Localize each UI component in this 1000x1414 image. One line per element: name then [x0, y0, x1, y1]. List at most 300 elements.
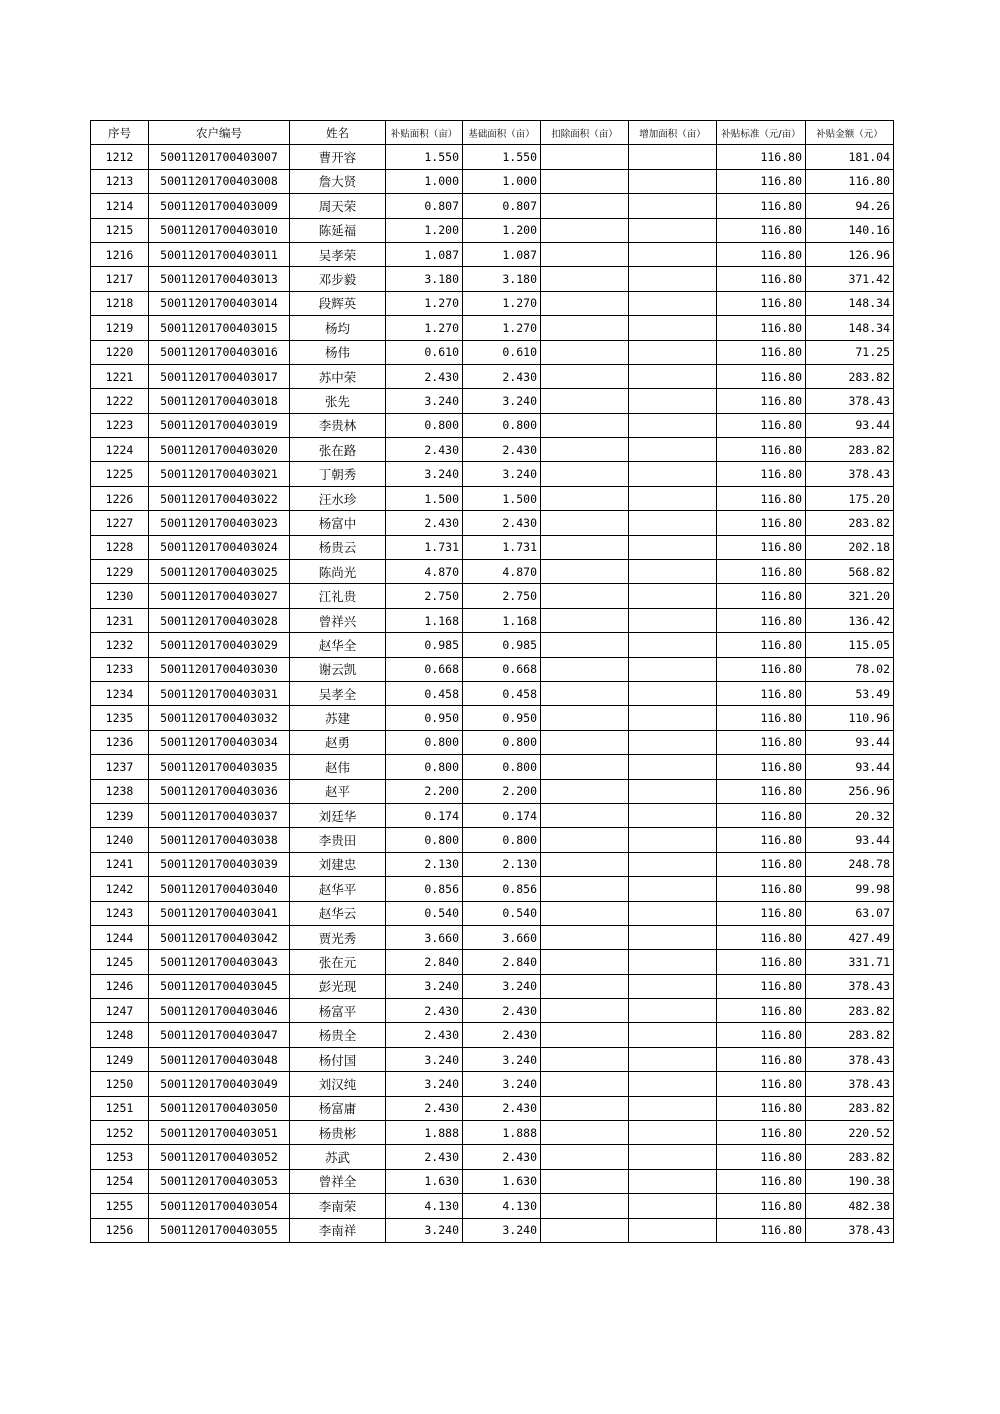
table-row — [91, 486, 894, 510]
cell-subsidy-amount: 116.80 — [806, 169, 894, 193]
table-row — [91, 413, 894, 437]
cell-base-area: 1.888 — [463, 1121, 541, 1145]
cell-deducted-area — [541, 1096, 629, 1120]
cell-deducted-area — [541, 584, 629, 608]
cell-subsidy-amount: 378.43 — [806, 1047, 894, 1071]
cell-name: 苏建 — [290, 706, 386, 730]
header-base-area: 基础面积（亩） — [463, 121, 541, 145]
cell-deducted-area — [541, 560, 629, 584]
cell-name: 曹开容 — [290, 145, 386, 169]
cell-subsidy-rate: 116.80 — [717, 1218, 806, 1242]
cell-serial: 1212 — [91, 145, 149, 169]
cell-subsidy-rate: 116.80 — [717, 1072, 806, 1096]
cell-subsidy-area: 2.750 — [386, 584, 463, 608]
cell-added-area — [629, 633, 717, 657]
cell-subsidy-area: 2.430 — [386, 1145, 463, 1169]
cell-farmer-id: 50011201700403010 — [149, 218, 290, 242]
cell-subsidy-rate: 116.80 — [717, 584, 806, 608]
cell-subsidy-area: 1.630 — [386, 1169, 463, 1193]
cell-added-area — [629, 169, 717, 193]
cell-subsidy-area: 0.800 — [386, 730, 463, 754]
subsidy-table — [90, 120, 894, 1243]
cell-name: 李贵田 — [290, 828, 386, 852]
cell-name: 刘汉纯 — [290, 1072, 386, 1096]
cell-name: 杨富庸 — [290, 1096, 386, 1120]
cell-farmer-id: 50011201700403019 — [149, 413, 290, 437]
cell-added-area — [629, 364, 717, 388]
cell-serial: 1223 — [91, 413, 149, 437]
cell-base-area: 0.856 — [463, 877, 541, 901]
cell-subsidy-amount: 321.20 — [806, 584, 894, 608]
cell-added-area — [629, 1121, 717, 1145]
cell-serial: 1250 — [91, 1072, 149, 1096]
cell-name: 赵华云 — [290, 901, 386, 925]
cell-deducted-area — [541, 999, 629, 1023]
cell-added-area — [629, 145, 717, 169]
cell-base-area: 2.840 — [463, 950, 541, 974]
cell-added-area — [629, 535, 717, 559]
table-row — [91, 364, 894, 388]
table-row — [91, 242, 894, 266]
cell-farmer-id: 50011201700403028 — [149, 608, 290, 632]
cell-subsidy-amount: 482.38 — [806, 1194, 894, 1218]
cell-serial: 1216 — [91, 242, 149, 266]
cell-subsidy-area: 0.800 — [386, 413, 463, 437]
cell-name: 赵伟 — [290, 755, 386, 779]
cell-subsidy-amount: 93.44 — [806, 730, 894, 754]
cell-farmer-id: 50011201700403036 — [149, 779, 290, 803]
cell-farmer-id: 50011201700403048 — [149, 1047, 290, 1071]
table-row — [91, 1145, 894, 1169]
cell-subsidy-amount: 283.82 — [806, 1023, 894, 1047]
cell-base-area: 0.800 — [463, 755, 541, 779]
cell-subsidy-amount: 248.78 — [806, 852, 894, 876]
cell-serial: 1215 — [91, 218, 149, 242]
table-row — [91, 1023, 894, 1047]
cell-farmer-id: 50011201700403011 — [149, 242, 290, 266]
cell-subsidy-rate: 116.80 — [717, 999, 806, 1023]
cell-deducted-area — [541, 486, 629, 510]
cell-deducted-area — [541, 901, 629, 925]
cell-deducted-area — [541, 950, 629, 974]
table-row — [91, 681, 894, 705]
cell-farmer-id: 50011201700403034 — [149, 730, 290, 754]
cell-serial: 1235 — [91, 706, 149, 730]
cell-subsidy-area: 3.240 — [386, 389, 463, 413]
cell-farmer-id: 50011201700403016 — [149, 340, 290, 364]
cell-subsidy-amount: 378.43 — [806, 974, 894, 998]
cell-subsidy-rate: 116.80 — [717, 925, 806, 949]
cell-subsidy-area: 2.430 — [386, 1096, 463, 1120]
cell-added-area — [629, 925, 717, 949]
cell-subsidy-area: 2.430 — [386, 511, 463, 535]
table-row — [91, 1047, 894, 1071]
cell-name: 段辉英 — [290, 291, 386, 315]
cell-subsidy-rate: 116.80 — [717, 486, 806, 510]
cell-farmer-id: 50011201700403038 — [149, 828, 290, 852]
cell-added-area — [629, 242, 717, 266]
cell-subsidy-area: 2.430 — [386, 999, 463, 1023]
cell-subsidy-amount: 181.04 — [806, 145, 894, 169]
cell-deducted-area — [541, 194, 629, 218]
cell-farmer-id: 50011201700403029 — [149, 633, 290, 657]
cell-farmer-id: 50011201700403008 — [149, 169, 290, 193]
cell-added-area — [629, 681, 717, 705]
cell-deducted-area — [541, 779, 629, 803]
cell-serial: 1244 — [91, 925, 149, 949]
cell-subsidy-amount: 175.20 — [806, 486, 894, 510]
cell-base-area: 2.430 — [463, 1145, 541, 1169]
cell-farmer-id: 50011201700403024 — [149, 535, 290, 559]
cell-farmer-id: 50011201700403053 — [149, 1169, 290, 1193]
cell-subsidy-area: 2.430 — [386, 364, 463, 388]
cell-farmer-id: 50011201700403032 — [149, 706, 290, 730]
cell-subsidy-amount: 378.43 — [806, 389, 894, 413]
cell-added-area — [629, 901, 717, 925]
header-serial: 序号 — [91, 121, 149, 145]
cell-subsidy-area: 2.430 — [386, 438, 463, 462]
table-row — [91, 584, 894, 608]
cell-base-area: 1.200 — [463, 218, 541, 242]
cell-base-area: 1.731 — [463, 535, 541, 559]
cell-name: 丁朝秀 — [290, 462, 386, 486]
cell-name: 陈延福 — [290, 218, 386, 242]
table-row — [91, 462, 894, 486]
cell-deducted-area — [541, 974, 629, 998]
cell-deducted-area — [541, 389, 629, 413]
cell-farmer-id: 50011201700403020 — [149, 438, 290, 462]
cell-subsidy-amount: 568.82 — [806, 560, 894, 584]
cell-serial: 1247 — [91, 999, 149, 1023]
cell-base-area: 3.240 — [463, 974, 541, 998]
cell-serial: 1237 — [91, 755, 149, 779]
header-deducted-area: 扣除面积（亩） — [541, 121, 629, 145]
cell-subsidy-amount: 99.98 — [806, 877, 894, 901]
cell-deducted-area — [541, 535, 629, 559]
cell-deducted-area — [541, 1145, 629, 1169]
cell-subsidy-area: 3.240 — [386, 974, 463, 998]
cell-subsidy-amount: 283.82 — [806, 511, 894, 535]
cell-subsidy-rate: 116.80 — [717, 1169, 806, 1193]
cell-base-area: 3.660 — [463, 925, 541, 949]
cell-farmer-id: 50011201700403018 — [149, 389, 290, 413]
cell-name: 吴孝荣 — [290, 242, 386, 266]
cell-name: 苏中荣 — [290, 364, 386, 388]
cell-deducted-area — [541, 364, 629, 388]
table-row — [91, 218, 894, 242]
cell-serial: 1214 — [91, 194, 149, 218]
table-row — [91, 657, 894, 681]
cell-added-area — [629, 194, 717, 218]
cell-deducted-area — [541, 852, 629, 876]
cell-farmer-id: 50011201700403055 — [149, 1218, 290, 1242]
cell-serial: 1253 — [91, 1145, 149, 1169]
cell-serial: 1252 — [91, 1121, 149, 1145]
cell-subsidy-amount: 378.43 — [806, 1072, 894, 1096]
cell-name: 杨贵云 — [290, 535, 386, 559]
cell-name: 赵平 — [290, 779, 386, 803]
cell-subsidy-amount: 94.26 — [806, 194, 894, 218]
cell-added-area — [629, 1194, 717, 1218]
cell-added-area — [629, 438, 717, 462]
cell-added-area — [629, 267, 717, 291]
cell-subsidy-rate: 116.80 — [717, 657, 806, 681]
cell-base-area: 3.180 — [463, 267, 541, 291]
cell-serial: 1228 — [91, 535, 149, 559]
cell-serial: 1248 — [91, 1023, 149, 1047]
cell-subsidy-area: 0.458 — [386, 681, 463, 705]
cell-subsidy-rate: 116.80 — [717, 340, 806, 364]
cell-subsidy-rate: 116.80 — [717, 438, 806, 462]
cell-serial: 1240 — [91, 828, 149, 852]
cell-subsidy-amount: 283.82 — [806, 1096, 894, 1120]
cell-base-area: 1.500 — [463, 486, 541, 510]
table-row — [91, 340, 894, 364]
table-row — [91, 779, 894, 803]
cell-subsidy-amount: 190.38 — [806, 1169, 894, 1193]
cell-base-area: 2.750 — [463, 584, 541, 608]
cell-added-area — [629, 1072, 717, 1096]
cell-deducted-area — [541, 877, 629, 901]
cell-farmer-id: 50011201700403039 — [149, 852, 290, 876]
cell-subsidy-rate: 116.80 — [717, 218, 806, 242]
cell-serial: 1229 — [91, 560, 149, 584]
cell-deducted-area — [541, 242, 629, 266]
cell-name: 张在元 — [290, 950, 386, 974]
cell-serial: 1249 — [91, 1047, 149, 1071]
cell-subsidy-area: 3.240 — [386, 1218, 463, 1242]
cell-subsidy-rate: 116.80 — [717, 1096, 806, 1120]
cell-subsidy-rate: 116.80 — [717, 316, 806, 340]
cell-serial: 1236 — [91, 730, 149, 754]
cell-added-area — [629, 755, 717, 779]
cell-subsidy-rate: 116.80 — [717, 901, 806, 925]
cell-name: 赵华平 — [290, 877, 386, 901]
cell-deducted-area — [541, 1121, 629, 1145]
cell-subsidy-area: 1.270 — [386, 316, 463, 340]
cell-added-area — [629, 462, 717, 486]
table-row — [91, 877, 894, 901]
table-row — [91, 852, 894, 876]
cell-farmer-id: 50011201700403049 — [149, 1072, 290, 1096]
cell-subsidy-rate: 116.80 — [717, 779, 806, 803]
cell-added-area — [629, 218, 717, 242]
cell-farmer-id: 50011201700403015 — [149, 316, 290, 340]
cell-subsidy-area: 0.800 — [386, 828, 463, 852]
cell-deducted-area — [541, 681, 629, 705]
cell-name: 赵勇 — [290, 730, 386, 754]
cell-subsidy-amount: 93.44 — [806, 413, 894, 437]
cell-name: 贾光秀 — [290, 925, 386, 949]
cell-base-area: 0.174 — [463, 803, 541, 827]
table-row — [91, 706, 894, 730]
cell-subsidy-rate: 116.80 — [717, 950, 806, 974]
cell-added-area — [629, 291, 717, 315]
table-row — [91, 169, 894, 193]
cell-added-area — [629, 316, 717, 340]
cell-name: 李南荣 — [290, 1194, 386, 1218]
cell-subsidy-area: 3.240 — [386, 1047, 463, 1071]
cell-subsidy-rate: 116.80 — [717, 364, 806, 388]
cell-farmer-id: 50011201700403022 — [149, 486, 290, 510]
cell-serial: 1232 — [91, 633, 149, 657]
cell-added-area — [629, 877, 717, 901]
cell-subsidy-amount: 53.49 — [806, 681, 894, 705]
cell-subsidy-rate: 116.80 — [717, 1194, 806, 1218]
cell-base-area: 2.430 — [463, 1096, 541, 1120]
cell-subsidy-amount: 283.82 — [806, 364, 894, 388]
cell-subsidy-rate: 116.80 — [717, 194, 806, 218]
table-row — [91, 145, 894, 169]
table-row — [91, 389, 894, 413]
cell-added-area — [629, 1218, 717, 1242]
cell-serial: 1256 — [91, 1218, 149, 1242]
cell-subsidy-area: 0.174 — [386, 803, 463, 827]
cell-deducted-area — [541, 413, 629, 437]
cell-subsidy-area: 0.540 — [386, 901, 463, 925]
cell-subsidy-rate: 116.80 — [717, 852, 806, 876]
cell-serial: 1221 — [91, 364, 149, 388]
cell-subsidy-rate: 116.80 — [717, 755, 806, 779]
cell-base-area: 2.430 — [463, 438, 541, 462]
cell-farmer-id: 50011201700403040 — [149, 877, 290, 901]
cell-base-area: 2.430 — [463, 1023, 541, 1047]
cell-deducted-area — [541, 511, 629, 535]
cell-subsidy-amount: 148.34 — [806, 316, 894, 340]
cell-serial: 1233 — [91, 657, 149, 681]
cell-base-area: 0.540 — [463, 901, 541, 925]
cell-farmer-id: 50011201700403013 — [149, 267, 290, 291]
cell-subsidy-area: 4.870 — [386, 560, 463, 584]
cell-name: 曾祥全 — [290, 1169, 386, 1193]
cell-name: 杨富中 — [290, 511, 386, 535]
cell-added-area — [629, 828, 717, 852]
cell-subsidy-amount: 136.42 — [806, 608, 894, 632]
cell-subsidy-rate: 116.80 — [717, 877, 806, 901]
cell-farmer-id: 50011201700403017 — [149, 364, 290, 388]
cell-subsidy-area: 0.668 — [386, 657, 463, 681]
cell-base-area: 3.240 — [463, 389, 541, 413]
cell-deducted-area — [541, 1023, 629, 1047]
cell-subsidy-area: 1.168 — [386, 608, 463, 632]
table-row — [91, 999, 894, 1023]
cell-subsidy-area: 3.660 — [386, 925, 463, 949]
cell-subsidy-amount: 378.43 — [806, 462, 894, 486]
cell-subsidy-area: 1.270 — [386, 291, 463, 315]
cell-base-area: 2.130 — [463, 852, 541, 876]
cell-serial: 1242 — [91, 877, 149, 901]
table-row — [91, 560, 894, 584]
cell-farmer-id: 50011201700403041 — [149, 901, 290, 925]
cell-serial: 1254 — [91, 1169, 149, 1193]
cell-farmer-id: 50011201700403051 — [149, 1121, 290, 1145]
cell-name: 杨均 — [290, 316, 386, 340]
cell-subsidy-rate: 116.80 — [717, 730, 806, 754]
cell-name: 彭光现 — [290, 974, 386, 998]
cell-added-area — [629, 779, 717, 803]
table-row — [91, 291, 894, 315]
cell-subsidy-rate: 116.80 — [717, 169, 806, 193]
cell-base-area: 1.270 — [463, 316, 541, 340]
cell-subsidy-rate: 116.80 — [717, 706, 806, 730]
cell-subsidy-area: 1.550 — [386, 145, 463, 169]
table-row — [91, 511, 894, 535]
table-row — [91, 1194, 894, 1218]
cell-subsidy-amount: 93.44 — [806, 828, 894, 852]
cell-name: 陈尚光 — [290, 560, 386, 584]
cell-farmer-id: 50011201700403035 — [149, 755, 290, 779]
cell-farmer-id: 50011201700403042 — [149, 925, 290, 949]
cell-farmer-id: 50011201700403014 — [149, 291, 290, 315]
cell-base-area: 1.630 — [463, 1169, 541, 1193]
cell-subsidy-area: 0.610 — [386, 340, 463, 364]
cell-added-area — [629, 730, 717, 754]
table-row — [91, 438, 894, 462]
cell-farmer-id: 50011201700403050 — [149, 1096, 290, 1120]
cell-added-area — [629, 1145, 717, 1169]
cell-name: 张在路 — [290, 438, 386, 462]
table-row — [91, 901, 894, 925]
cell-base-area: 0.668 — [463, 657, 541, 681]
cell-name: 谢云凯 — [290, 657, 386, 681]
cell-base-area: 2.430 — [463, 511, 541, 535]
cell-base-area: 3.240 — [463, 1047, 541, 1071]
cell-base-area: 1.550 — [463, 145, 541, 169]
cell-subsidy-rate: 116.80 — [717, 608, 806, 632]
cell-subsidy-amount: 20.32 — [806, 803, 894, 827]
cell-deducted-area — [541, 706, 629, 730]
cell-serial: 1243 — [91, 901, 149, 925]
cell-subsidy-amount: 115.05 — [806, 633, 894, 657]
cell-subsidy-area: 3.180 — [386, 267, 463, 291]
cell-farmer-id: 50011201700403027 — [149, 584, 290, 608]
cell-subsidy-amount: 140.16 — [806, 218, 894, 242]
cell-subsidy-amount: 378.43 — [806, 1218, 894, 1242]
cell-subsidy-rate: 116.80 — [717, 267, 806, 291]
cell-subsidy-rate: 116.80 — [717, 145, 806, 169]
cell-subsidy-area: 1.000 — [386, 169, 463, 193]
cell-serial: 1219 — [91, 316, 149, 340]
cell-name: 邓步毅 — [290, 267, 386, 291]
table-row — [91, 828, 894, 852]
cell-name: 刘建忠 — [290, 852, 386, 876]
cell-subsidy-amount: 283.82 — [806, 438, 894, 462]
cell-subsidy-rate: 116.80 — [717, 413, 806, 437]
cell-name: 杨伟 — [290, 340, 386, 364]
table-row — [91, 974, 894, 998]
cell-subsidy-area: 0.800 — [386, 755, 463, 779]
cell-subsidy-rate: 116.80 — [717, 1145, 806, 1169]
table-row — [91, 1218, 894, 1242]
cell-subsidy-rate: 116.80 — [717, 1023, 806, 1047]
cell-subsidy-area: 1.500 — [386, 486, 463, 510]
cell-subsidy-area: 0.985 — [386, 633, 463, 657]
cell-subsidy-amount: 126.96 — [806, 242, 894, 266]
cell-subsidy-amount: 283.82 — [806, 1145, 894, 1169]
cell-base-area: 0.950 — [463, 706, 541, 730]
cell-serial: 1245 — [91, 950, 149, 974]
cell-deducted-area — [541, 1218, 629, 1242]
cell-farmer-id: 50011201700403052 — [149, 1145, 290, 1169]
cell-subsidy-area: 2.130 — [386, 852, 463, 876]
table-row — [91, 267, 894, 291]
cell-subsidy-amount: 78.02 — [806, 657, 894, 681]
header-subsidy-amount: 补贴金额（元） — [806, 121, 894, 145]
cell-added-area — [629, 340, 717, 364]
cell-deducted-area — [541, 803, 629, 827]
cell-added-area — [629, 486, 717, 510]
cell-serial: 1239 — [91, 803, 149, 827]
